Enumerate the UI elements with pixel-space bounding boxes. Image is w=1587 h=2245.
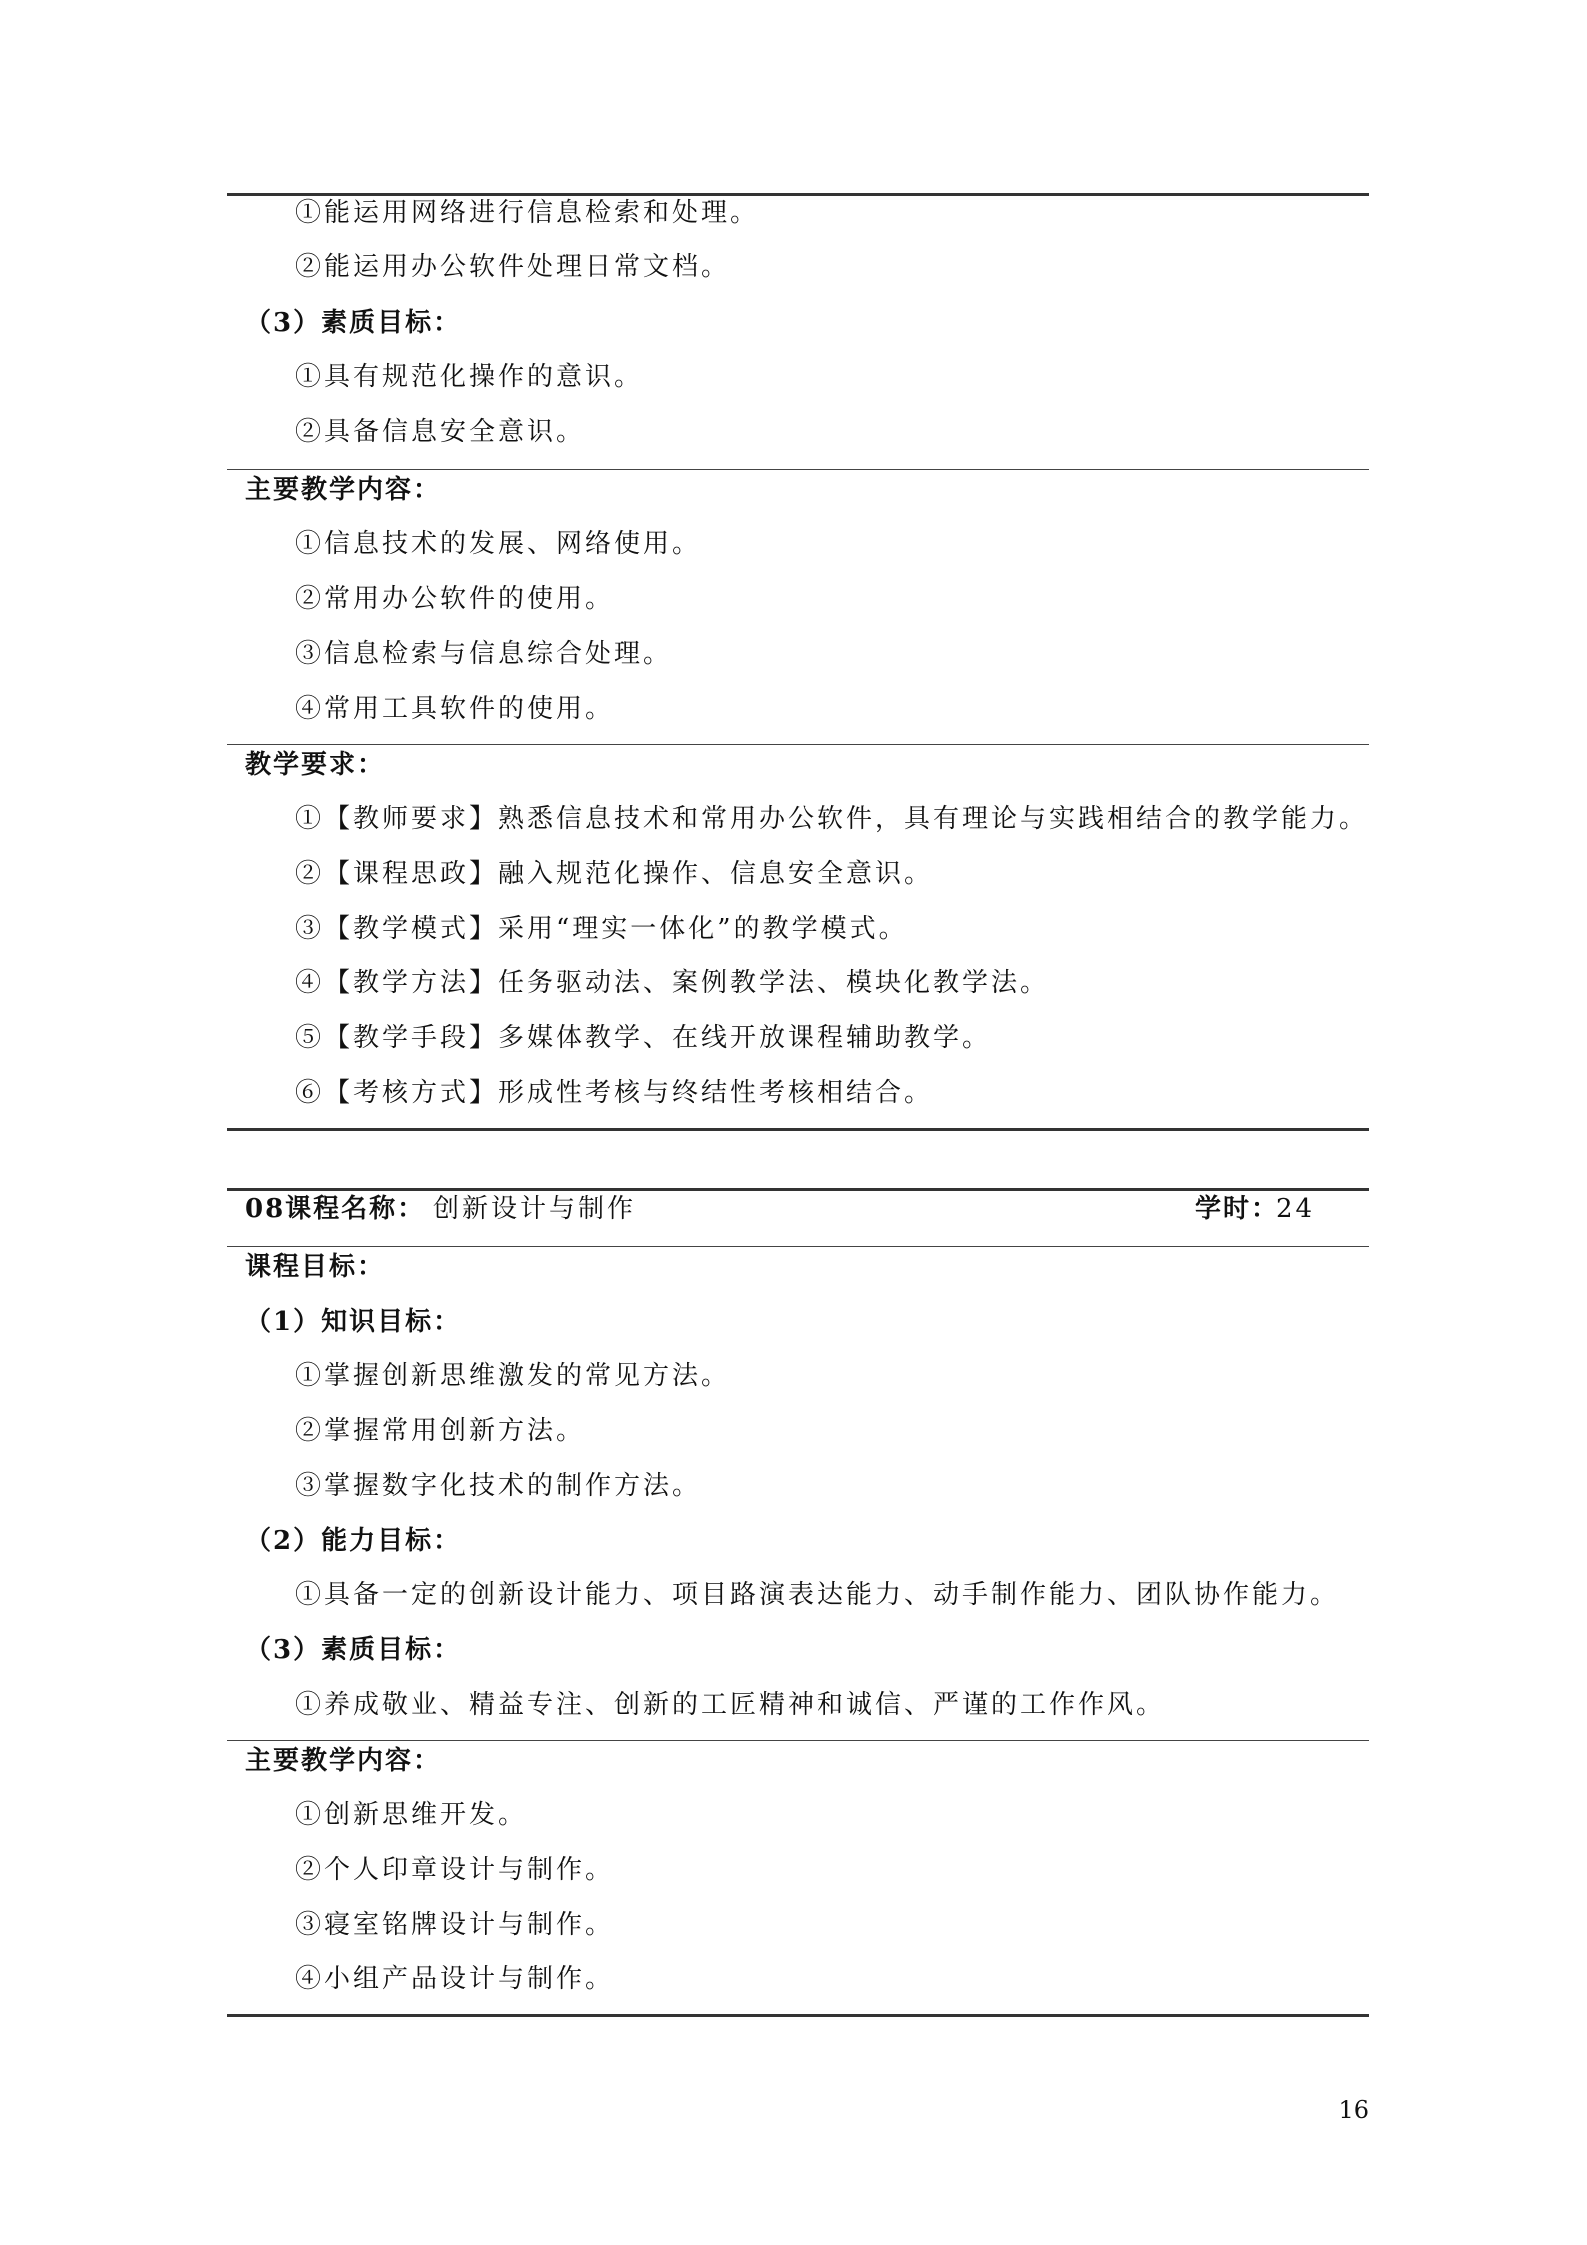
knowledge-item-3: ③掌握数字化技术的制作方法。 <box>295 1471 702 1501</box>
requirement-item-3: ③【教学模式】采用“理实一体化”的教学模式。 <box>295 914 908 944</box>
content-item-2: ②常用办公软件的使用。 <box>295 584 615 614</box>
content-item-1: ①信息技术的发展、网络使用。 <box>295 529 702 559</box>
ability-item-2: ②能运用办公软件处理日常文档。 <box>295 252 731 282</box>
content-item-4: ④小组产品设计与制作。 <box>295 1964 615 1994</box>
row-divider <box>227 469 1369 470</box>
ability-item-1: ①具备一定的创新设计能力、项目路演表达能力、动手制作能力、团队协作能力。 <box>295 1580 1340 1610</box>
knowledge-heading: （1）知识目标： <box>245 1307 462 1337</box>
ability-item-1: ①能运用网络进行信息检索和处理。 <box>295 198 760 228</box>
knowledge-item-1: ①掌握创新思维激发的常见方法。 <box>295 1361 731 1391</box>
row-divider <box>227 744 1369 745</box>
course-name-value: 创新设计与制作 <box>433 1194 637 1224</box>
table-bottom-border <box>227 1128 1369 1131</box>
course-hours-label: 学时： <box>1195 1194 1280 1224</box>
content-item-3: ③信息检索与信息综合处理。 <box>295 639 673 669</box>
table-top-border <box>227 1188 1369 1191</box>
quality-item-1: ①养成敬业、精益专注、创新的工匠精神和诚信、严谨的工作作风。 <box>295 1690 1166 1720</box>
content-item-2: ②个人印章设计与制作。 <box>295 1855 615 1885</box>
goals-heading: 课程目标： <box>245 1252 386 1282</box>
course-hours-value: 24 <box>1276 1194 1316 1224</box>
requirements-heading: 教学要求： <box>245 750 386 780</box>
requirement-item-2: ②【课程思政】融入规范化操作、信息安全意识。 <box>295 859 934 889</box>
quality-item-1: ①具有规范化操作的意识。 <box>295 362 644 392</box>
requirement-item-6: ⑥【考核方式】形成性考核与终结性考核相结合。 <box>295 1078 934 1108</box>
requirement-item-5: ⑤【教学手段】多媒体教学、在线开放课程辅助教学。 <box>295 1023 992 1053</box>
content-item-4: ④常用工具软件的使用。 <box>295 694 615 724</box>
content-item-3: ③寝室铭牌设计与制作。 <box>295 1910 615 1940</box>
row-divider <box>227 1246 1369 1247</box>
course-name-label: 08课程名称： <box>245 1194 426 1224</box>
page-number: 16 <box>1338 2096 1369 2124</box>
content-heading: 主要教学内容： <box>245 1746 442 1776</box>
knowledge-item-2: ②掌握常用创新方法。 <box>295 1416 586 1446</box>
row-divider <box>227 1740 1369 1741</box>
requirement-item-4: ④【教学方法】任务驱动法、案例教学法、模块化教学法。 <box>295 968 1050 998</box>
quality-heading: （3）素质目标： <box>245 1635 462 1665</box>
content-heading: 主要教学内容： <box>245 475 442 505</box>
requirement-item-1: ①【教师要求】熟悉信息技术和常用办公软件，具有理论与实践相结合的教学能力。 <box>295 804 1369 834</box>
quality-item-2: ②具备信息安全意识。 <box>295 417 586 447</box>
quality-heading: （3）素质目标： <box>245 308 462 338</box>
ability-heading: （2）能力目标： <box>245 1526 462 1556</box>
content-item-1: ①创新思维开发。 <box>295 1800 528 1830</box>
table-bottom-border <box>227 2014 1369 2017</box>
